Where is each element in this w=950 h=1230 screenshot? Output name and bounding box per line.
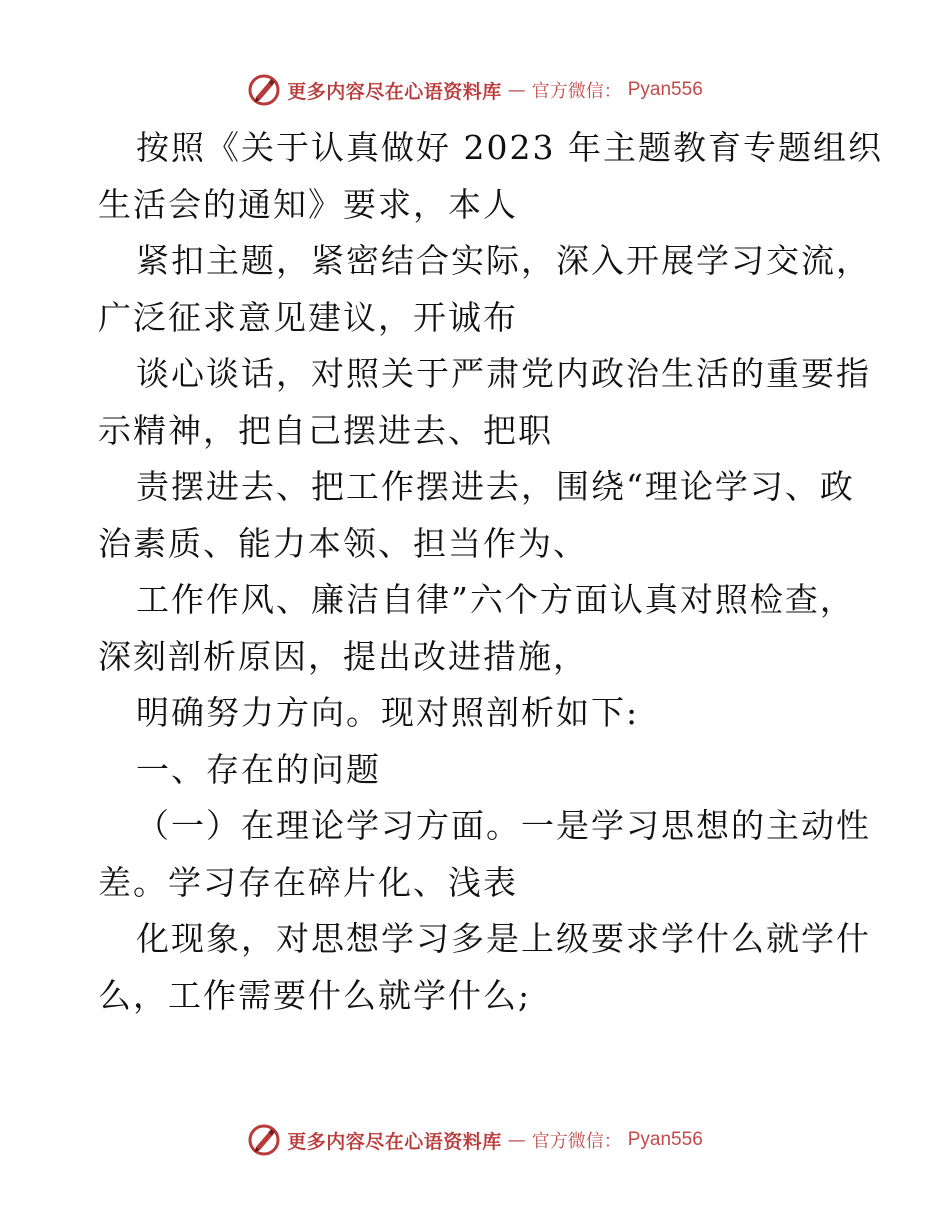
body-line: 工作作风、廉洁自律”六个方面认真对照检查， <box>136 580 855 619</box>
header-banner-label: 官方微信： <box>531 81 622 102</box>
pen-circle-logo-icon <box>247 73 281 107</box>
body-line: 广泛征求意见建议，开诚布 <box>98 297 518 337</box>
header-banner-text: 更多内容尽在心语资料库 <box>287 80 502 103</box>
footer-banner <box>0 1120 950 1160</box>
body-line: （一）在理论学习方面。一是学习思想的主动性 <box>136 806 871 845</box>
body-line: 化现象，对思想学习多是上级要求学什么就学什 <box>136 919 871 958</box>
body-line: 差。学习存在碎片化、浅表 <box>98 862 518 902</box>
body-line: 治素质、能力本领、担当作为、 <box>98 523 588 563</box>
footer-banner-label: 官方微信： <box>531 1131 622 1152</box>
header-banner-dash: — <box>507 79 526 101</box>
body-line: 按照《关于认真做好 2023 年主题教育专题组织 <box>136 128 883 167</box>
body-line: 么，工作需要什么就学什么; <box>98 975 532 1015</box>
header-banner <box>0 70 950 110</box>
body-line: 生活会的通知》要求，本人 <box>98 184 518 224</box>
header-banner-id: Pyan556 <box>627 79 703 100</box>
body-line: 紧扣主题，紧密结合实际，深入开展学习交流， <box>136 241 871 280</box>
header-banner-content <box>247 73 703 107</box>
footer-banner-id: Pyan556 <box>627 1129 703 1150</box>
footer-banner-content <box>247 1123 703 1157</box>
body-line: 示精神，把自己摆进去、把职 <box>98 410 553 450</box>
footer-banner-dash: — <box>507 1129 526 1151</box>
document-body <box>98 120 883 1024</box>
section-heading: 一、存在的问题 <box>136 749 381 789</box>
body-line: 责摆进去、把工作摆进去，围绕“理论学习、政 <box>136 467 855 506</box>
body-line: 明确努力方向。现对照剖析如下: <box>136 693 640 732</box>
pen-circle-logo-icon <box>247 1123 281 1157</box>
body-line: 深刻剖析原因，提出改进措施， <box>98 636 588 676</box>
footer-banner-text: 更多内容尽在心语资料库 <box>287 1130 502 1153</box>
body-line: 谈心谈话，对照关于严肃党内政治生活的重要指 <box>136 354 871 393</box>
